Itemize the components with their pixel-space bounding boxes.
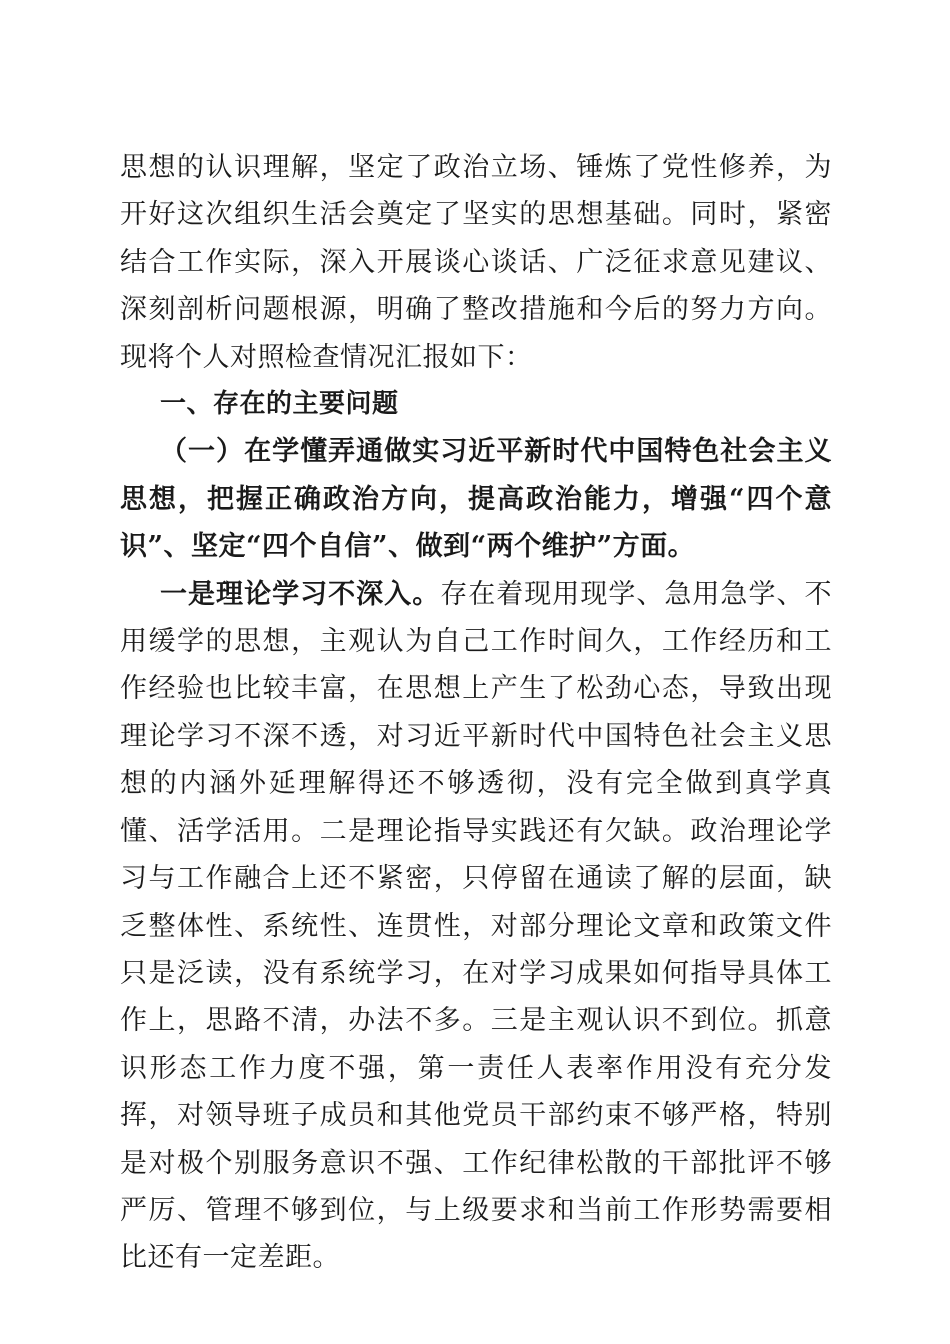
paragraph-lead: 一是理论学习不深入。: [160, 578, 441, 610]
intro-paragraph: 思想的认识理解，坚定了政治立场、锤炼了党性修养，为开好这次组织生活会奠定了坚实的思想基础。同时，紧密结合工作实际，深入开展谈心谈话、广泛征求意见建议、深刻剖析问题根源，明确了整改措施和今后的努力方向。现将个人对照检查情况汇报如下：: [120, 152, 832, 373]
subsection-heading: （一）在学懂弄通做实习近平新时代中国特色社会主义思想，把握正确政治方向，提高政治能力，增强“四个意识”、坚定“四个自信”、做到“两个维护”方面。: [120, 436, 832, 563]
paragraph-text: 存在着现用现学、急用急学、不用缓学的思想，主观认为自己工作时间久，工作经历和工作经验也比较丰富，在思想上产生了松劲心态，导致出现理论学习不深不透，对习近平新时代中国特色社会主义思想的内涵外延理解得还不够透彻，没有完全做到真学真懂、活学活用。二是理论指导实践还有欠缺。政治理论学习与工作融合上还不紧密，只停留在通读了解的层面，缺乏整体性、系统性、连贯性，对部分理论文章和政策文件只是泛读，没有系统学习，在对学习成果如何指导具体工作上，思路不清，办法不多。三是主观认识不到位。抓意识形态工作力度不强，第一责任人表率作用没有充分发挥，对领导班子成员和其他党员干部约束不够严格，特别是对极个别服务意识不强、工作纪律松散的干部批评不够严厉、管理不够到位，与上级要求和当前工作形势需要相比还有一定差距。: [120, 578, 833, 1274]
section-heading: 一、存在的主要问题: [160, 389, 399, 420]
document-body: [120, 144, 832, 1282]
body-paragraph: [120, 571, 832, 1282]
